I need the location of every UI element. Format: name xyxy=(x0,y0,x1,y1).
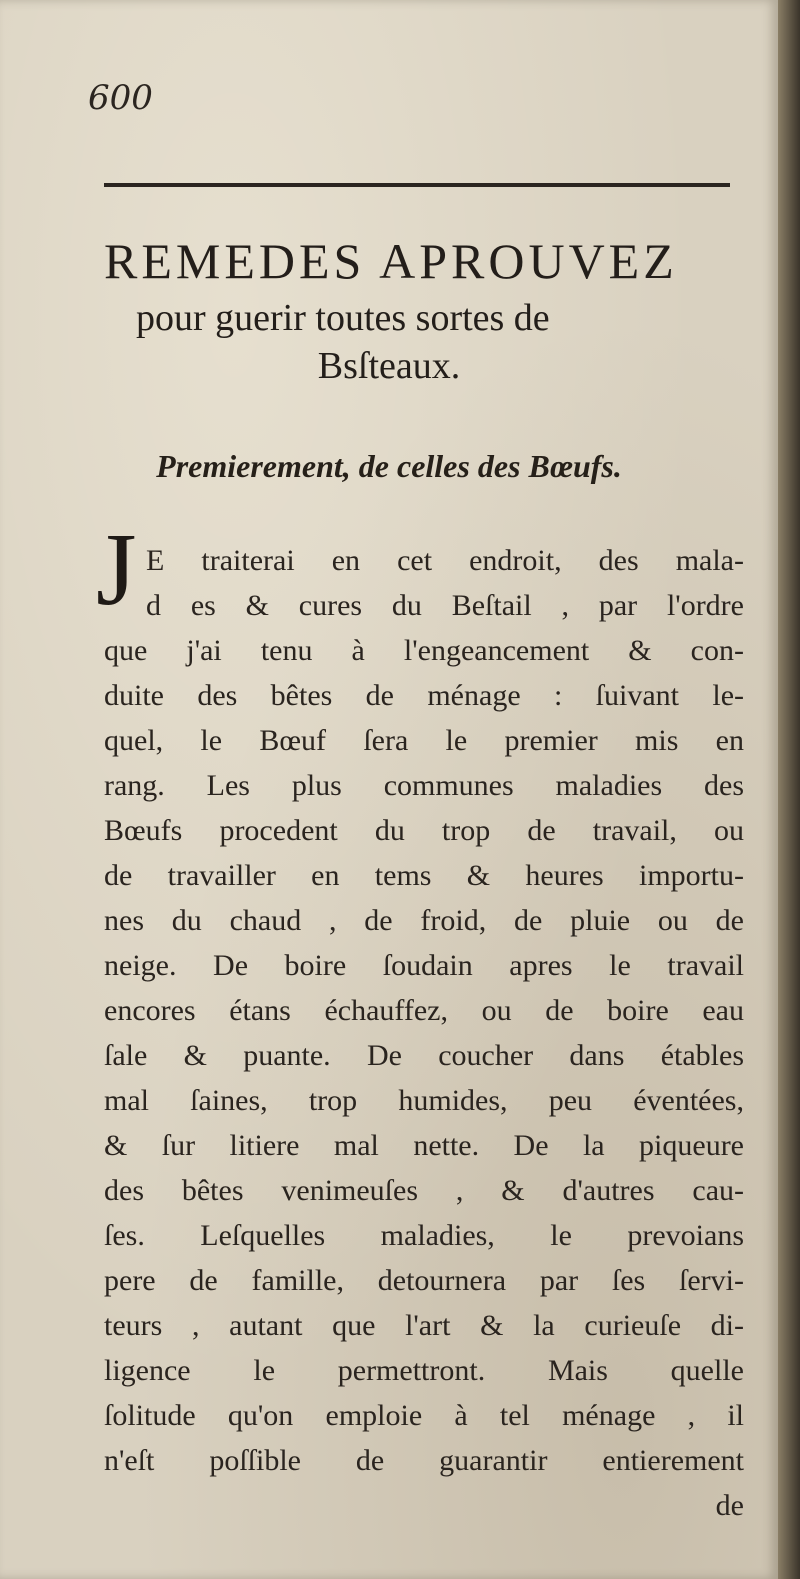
text-line: pere de famille, detournera par ſes ſervi- xyxy=(104,1264,744,1297)
text-line: des bêtes venimeuſes , & d'autres cau- xyxy=(104,1174,744,1207)
body-text xyxy=(104,538,744,1528)
header-rule xyxy=(104,183,730,187)
section-heading: Premierement, de celles des Bœufs. xyxy=(156,448,622,484)
catchword: de xyxy=(715,1489,744,1522)
text-line: Bœufs procedent du trop de travail, ou xyxy=(104,814,744,847)
text-line: ſes. Leſquelles maladies, le prevoians xyxy=(104,1219,744,1252)
text-line: neige. De boire ſoudain apres le travail xyxy=(104,949,744,982)
text-line: duite des bêtes de ménage : ſuivant le- xyxy=(104,679,744,712)
drop-cap: J xyxy=(96,512,137,627)
text-line: ſale & puante. De coucher dans étables xyxy=(104,1039,744,1072)
text-line: rang. Les plus communes maladies des xyxy=(104,769,744,802)
text-line: & ſur litiere mal nette. De la piqueure xyxy=(104,1129,744,1162)
text-line: mal ſaines, trop humides, peu éventées, xyxy=(104,1084,744,1117)
text-line: d es & cures du Beſtail , par l'ordre xyxy=(146,589,744,622)
text-line: de travailler en tems & heures importu- xyxy=(104,859,744,892)
chapter-title: REMEDES APROUVEZ xyxy=(104,233,678,289)
text-line: quel, le Bœuf ſera le premier mis en xyxy=(104,724,744,757)
text-line: ſolitude qu'on emploie à tel ménage , il xyxy=(104,1399,744,1432)
text-line: que j'ai tenu à l'engeancement & con- xyxy=(104,634,744,667)
page-number: 600 xyxy=(88,78,153,118)
text-line: encores étans échauffez, ou de boire eau xyxy=(104,994,744,1027)
text-line: teurs , autant que l'art & la curieuſe di- xyxy=(104,1309,744,1342)
text-line: n'eſt poſſible de guarantir entierement xyxy=(104,1444,744,1477)
chapter-subtitle-continued: Bsſteaux. xyxy=(317,345,461,387)
text-line: nes du chaud , de froid, de pluie ou de xyxy=(104,904,744,937)
text-line: ligence le permettront. Mais quelle xyxy=(104,1354,744,1387)
page-edge-shadow xyxy=(778,0,800,1579)
text-line: E traiterai en cet endroit, des mala- xyxy=(146,544,744,577)
chapter-subtitle: pour guerir toutes sortes de xyxy=(136,297,550,339)
